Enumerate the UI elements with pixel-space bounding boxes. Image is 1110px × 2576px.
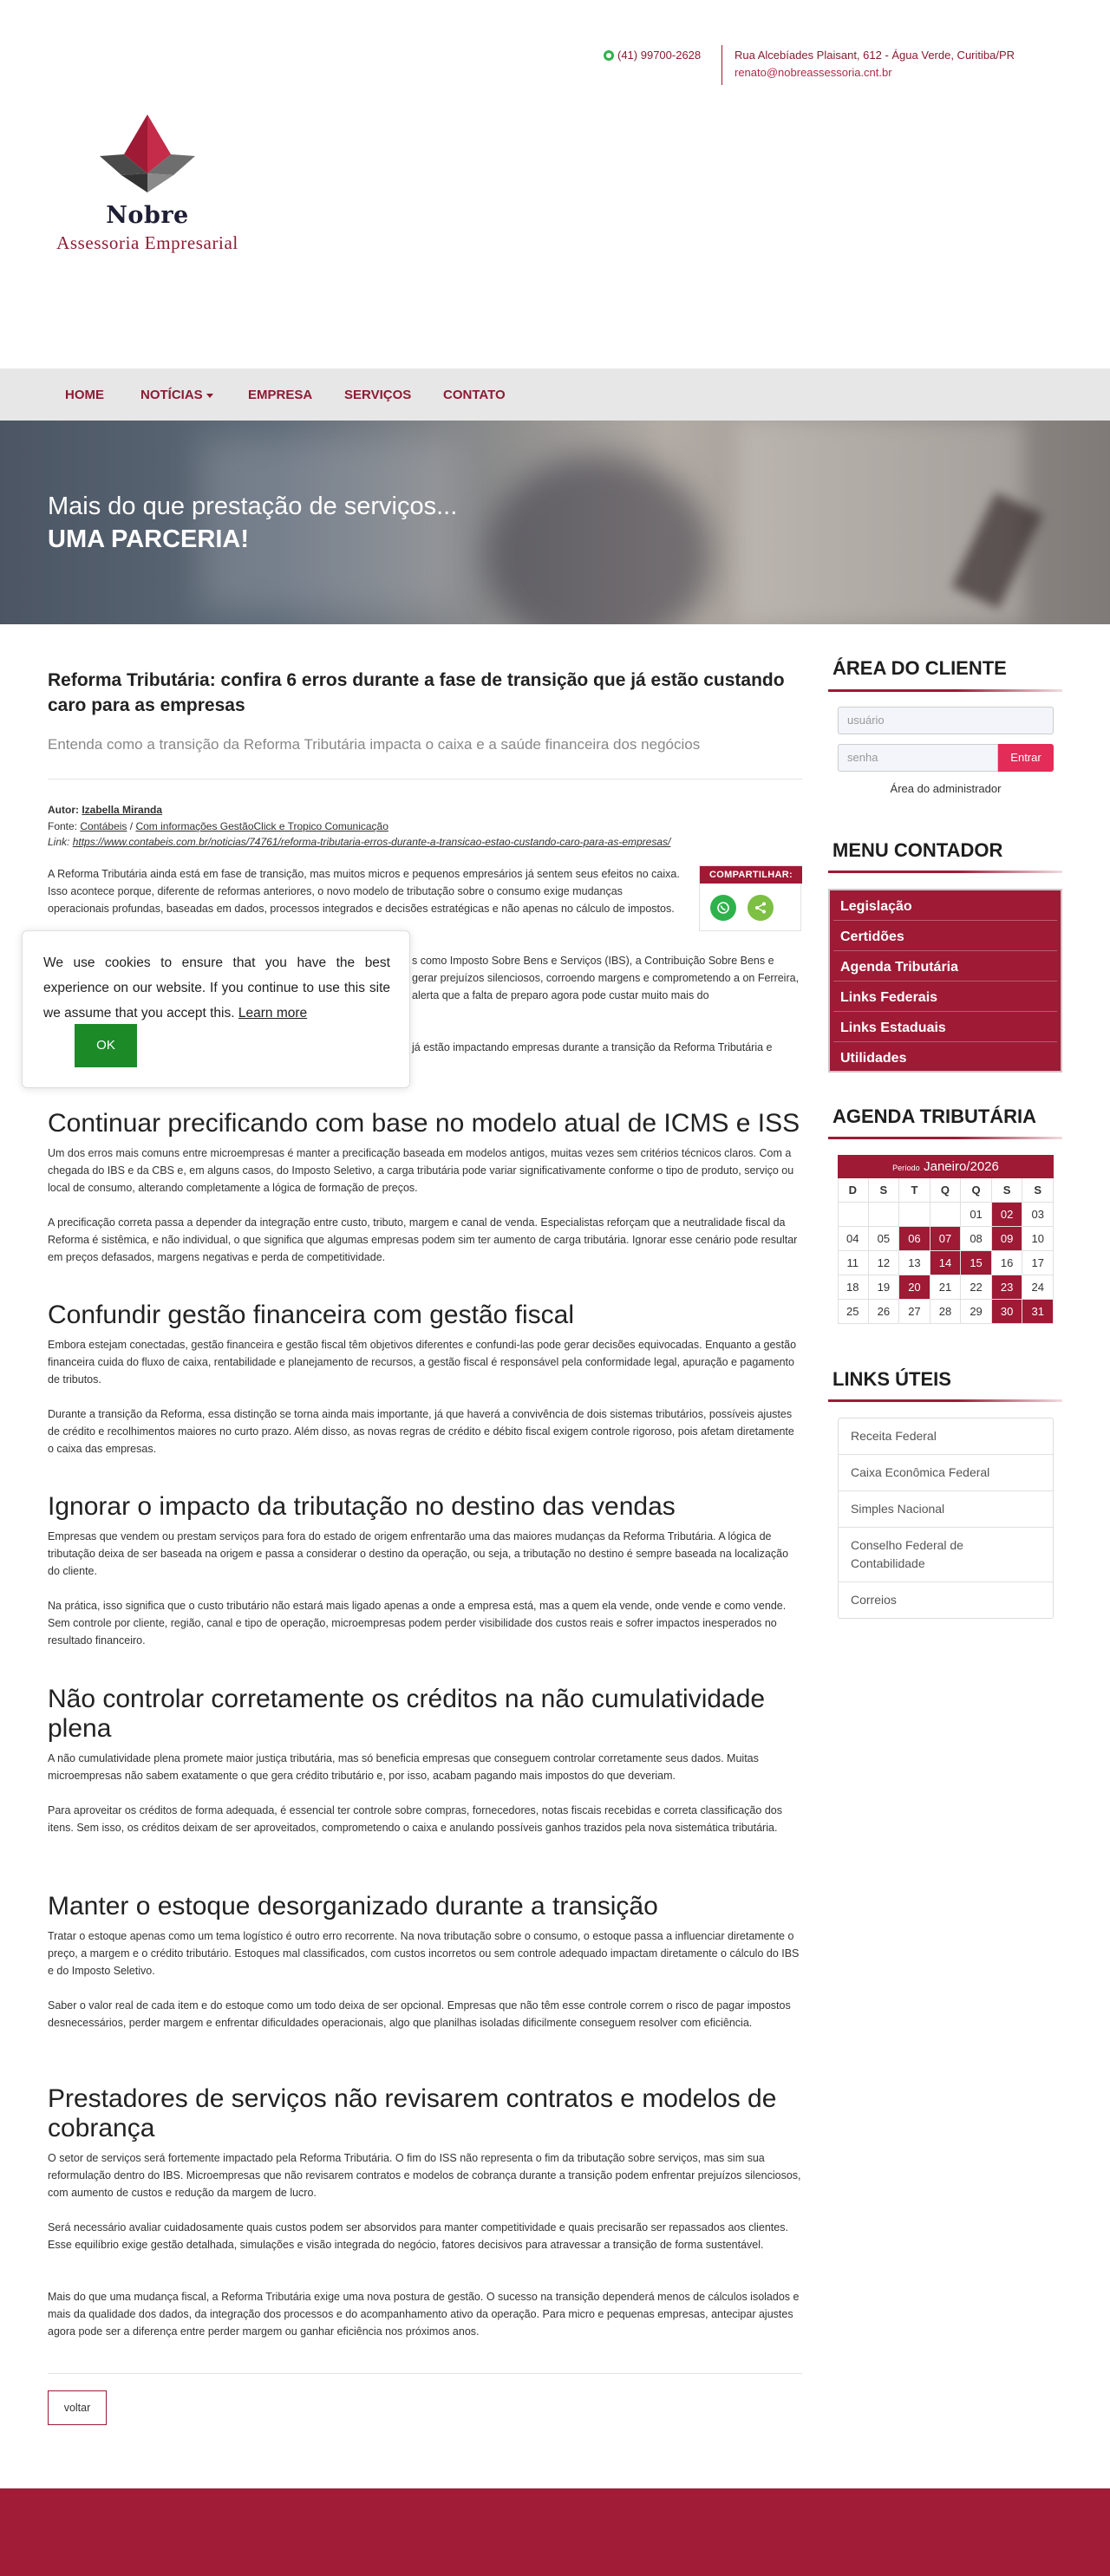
menu-item-certidoes[interactable]: Certidões bbox=[833, 923, 1057, 951]
calendar-day: 19 bbox=[869, 1275, 900, 1300]
footer bbox=[0, 2488, 1110, 2576]
link-cfc[interactable]: Conselho Federal de Contabilidade bbox=[839, 1528, 1053, 1582]
calendar-day: 13 bbox=[899, 1251, 930, 1275]
phone-number[interactable]: (41) 99700-2628 bbox=[617, 49, 702, 62]
section-paragraph: Empresas que vendem ou prestam serviços para fora do estado de origem enfrentarão uma das maiores mudanças da Reforma Tributária. A lógica de tributação deixa de ser baseada na origem e passa a considerar o destino da operação, ou seja, a tributação no destino é sempre baseada na localização do cliente. bbox=[48, 1530, 789, 1577]
share-icon bbox=[754, 901, 767, 915]
weekday-label: T bbox=[899, 1178, 930, 1203]
caret-down-icon bbox=[206, 394, 213, 398]
section-paragraph: Durante a transição da Reforma, essa distinção se torna ainda mais importante, já que haverá a convivência de dois sistemas tributários, possíveis ajustes de crédito e recolhimentos maiores no curto prazo. Além disso, as novas regras de crédito e débito fiscal exigem controle rigoroso, pois afetam diretamente o caixa das empresas. bbox=[48, 1408, 794, 1455]
useful-links bbox=[838, 1418, 1054, 1619]
hero-background bbox=[486, 455, 711, 624]
menu-contador-title: MENU CONTADOR bbox=[832, 839, 1003, 861]
nav-servicos[interactable]: SERVIÇOS bbox=[344, 388, 412, 402]
link-caixa[interactable]: Caixa Econômica Federal bbox=[839, 1455, 1053, 1491]
weekday-label: Q bbox=[961, 1178, 992, 1203]
hero-background bbox=[199, 438, 460, 611]
author-line bbox=[48, 804, 162, 816]
section-paragraph: A precificação correta passa a depender da integração entre custo, tributo, margem e canal de venda. Especialistas reforçam que a neutralidade fiscal da Reforma é sistêmica, e não individual, o que significa que algumas empresas podem sim ter aumento de carga tributária. Ignorar esse cenário pode resultar em preços defasados, margens negativas e perda de competitividade. bbox=[48, 1216, 798, 1263]
section-paragraph: Embora estejam conectadas, gestão financeira e gestão fiscal têm objetivos diferentes e confundi-las pode gerar decisões equivocadas. Enquanto a gestão financeira cuida do fluxo de caixa, rentabilidade e planejamento de recursos, a gestão fiscal é responsável pela conformidade legal, apuração e pagamento de tributos. bbox=[48, 1339, 797, 1386]
calendar-day: 24 bbox=[1022, 1275, 1054, 1300]
hero-banner bbox=[0, 421, 1110, 624]
calendar-header bbox=[838, 1155, 1054, 1178]
section-paragraph: Será necessário avaliar cuidadosamente quais custos podem ser absorvidos para manter competitividade e quais precisarão ser repassados aos clientes. Esse equilíbrio exige gestão detalhada, simulações e visão integrada do negócio, fatores decisivos para atravessar a transição de forma sustentável. bbox=[48, 2221, 788, 2251]
share-button[interactable] bbox=[748, 895, 774, 921]
calendar-day[interactable]: 23 bbox=[992, 1275, 1023, 1300]
section-title: Confundir gestão financeira com gestão fiscal bbox=[48, 1301, 575, 1329]
section-title: Manter o estoque desorganizado durante a transição bbox=[48, 1892, 658, 1921]
section-title: Prestadores de serviços não revisarem contratos e modelos de cobrança bbox=[48, 2084, 777, 2142]
whatsapp-share-button[interactable] bbox=[710, 895, 736, 921]
author-label: Autor: bbox=[48, 804, 79, 816]
calendar-day: 05 bbox=[869, 1227, 900, 1251]
source-label: Fonte: bbox=[48, 820, 78, 832]
calendar-day[interactable]: 20 bbox=[899, 1275, 930, 1300]
share-label: COMPARTILHAR: bbox=[700, 866, 802, 884]
menu-item-links-federais[interactable]: Links Federais bbox=[833, 983, 1057, 1012]
calendar-day: 17 bbox=[1022, 1251, 1054, 1275]
share-box bbox=[699, 865, 801, 931]
menu-item-agenda[interactable]: Agenda Tributária bbox=[833, 953, 1057, 981]
nav-noticias[interactable] bbox=[140, 388, 213, 402]
login-button[interactable]: Entrar bbox=[998, 744, 1054, 772]
section-title: Não controlar corretamente os créditos na não cumulatividade plena bbox=[48, 1685, 766, 1743]
cookie-ok-button[interactable]: OK bbox=[75, 1024, 137, 1067]
title-underline bbox=[828, 689, 1062, 692]
link-correios[interactable]: Correios bbox=[851, 1593, 897, 1607]
calendar-day[interactable]: 02 bbox=[992, 1203, 1023, 1227]
source-url[interactable]: https://www.contabeis.com.br/noticias/74761/reforma-tributaria-erros-durante-a-transicao-estao-custando-caro-para-as-empresas/ bbox=[72, 836, 671, 848]
source-line bbox=[48, 820, 388, 832]
calendar-day: 26 bbox=[869, 1300, 900, 1324]
nav-contato[interactable]: CONTATO bbox=[443, 388, 506, 402]
calendar-day: 21 bbox=[930, 1275, 962, 1300]
cookie-text bbox=[43, 950, 390, 1026]
calendar-day: 29 bbox=[961, 1300, 992, 1324]
calendar-day: 28 bbox=[930, 1300, 962, 1324]
section-title: Ignorar o impacto da tributação no destino das vendas bbox=[48, 1492, 676, 1521]
intro-paragraph-2: s como Imposto Sobre Bens e Serviços (IBS), a Contribuição Sobre Bens e gerar prejuízos silenciosos, corroendo margens e comprometendo a on Ferreira, alerta que a falta de preparo agora pode custar muito mais do bbox=[412, 955, 800, 1001]
calendar-empty-cell bbox=[838, 1203, 869, 1227]
title-underline bbox=[828, 1137, 1062, 1139]
calendar-day: 11 bbox=[838, 1251, 869, 1275]
source-separator: / bbox=[127, 820, 136, 832]
title-underline bbox=[828, 1399, 1062, 1402]
calendar-day: 16 bbox=[992, 1251, 1023, 1275]
section-paragraph: Um dos erros mais comuns entre microempresas é manter a precificação baseada em modelos antigos, muitas vezes sem critérios técnicos claros. Com a chegada do IBS e da CBS e, em alguns casos, do Imposto Seletivo, a carga tributária pode variar significativamente conforme o tipo de produto, serviço ou local de consumo, alterando completamente a lógica de formação de preços. bbox=[48, 1147, 794, 1194]
logo-name: Nobre bbox=[106, 202, 189, 229]
password-input[interactable]: senha bbox=[838, 744, 998, 772]
link-simples-nacional[interactable]: Simples Nacional bbox=[839, 1491, 1053, 1528]
admin-area-link[interactable]: Área do administrador bbox=[890, 782, 1002, 795]
link-receita-federal[interactable]: Receita Federal bbox=[839, 1418, 1053, 1455]
section-paragraph: A não cumulatividade plena promete maior justiça tributária, mas só beneficia empresas que conseguem controlar corretamente seus dados. Muitas microempresas não sabem exatamente o que gera crédito tributário e, por isso, acabam pagando mais impostos do que deveriam. bbox=[48, 1752, 759, 1782]
calendar-day: 18 bbox=[838, 1275, 869, 1300]
weekday-label: D bbox=[838, 1178, 869, 1203]
back-button[interactable]: voltar bbox=[48, 2390, 107, 2425]
link-line bbox=[48, 836, 670, 848]
whatsapp-icon bbox=[604, 50, 614, 61]
address: Rua Alcebíades Plaisant, 612 - Água Verde, Curitiba/PR bbox=[735, 49, 1015, 62]
nav-empresa[interactable]: EMPRESA bbox=[248, 388, 313, 402]
calendar-day: 22 bbox=[961, 1275, 992, 1300]
weekday-label: S bbox=[1022, 1178, 1054, 1203]
calendar-day[interactable]: 07 bbox=[930, 1227, 962, 1251]
section-title: Continuar precificando com base no modelo atual de ICMS e ISS bbox=[48, 1109, 800, 1138]
source-link-credits[interactable]: Com informações GestãoClick e Tropico Comunicação bbox=[135, 820, 388, 832]
section-paragraph: Tratar o estoque apenas como um tema logístico é outro erro recorrente. Na nova tributação sobre o consumo, o estoque passa a influenciar diretamente o preço, a margem e o crédito tributário. Estoques mal classificados, com custos incorretos ou sem controle adequado impactam diretamente o cálculo do IBS e do Imposto Seletivo. bbox=[48, 1930, 800, 1977]
menu-contador bbox=[828, 889, 1062, 1073]
section-paragraph: Na prática, isso significa que o custo tributário não estará mais ligado apenas a onde a empresa está, mas a quem ela vende, onde vende e como vende. Sem controle por cliente, região, canal e tipo de operação, microempresas podem perder visibilidade dos custos reais e sofrer impactos inesperados no resultado financeiro. bbox=[48, 1600, 787, 1647]
calendar-day[interactable]: 15 bbox=[961, 1251, 992, 1275]
calendar-month[interactable]: Janeiro/2026 bbox=[924, 1159, 999, 1174]
calendar-day[interactable]: 30 bbox=[992, 1300, 1023, 1324]
main-nav bbox=[0, 368, 1110, 421]
section-paragraph: Saber o valor real de cada item e do estoque como um todo deixa de ser opcional. Empresas que não têm esse controle correm o risco de pagar impostos desnecessários, perder margem e enfrentar dificuldades operacionais, algo que planilhas isoladas dificilmente conseguem resolver com eficiência. bbox=[48, 1999, 791, 2029]
author-link[interactable]: Izabella Miranda bbox=[82, 804, 163, 816]
calendar-day[interactable]: 14 bbox=[930, 1251, 962, 1275]
weekday-label: S bbox=[992, 1178, 1023, 1203]
phone-contact[interactable] bbox=[604, 49, 701, 62]
source-link-contabeis[interactable]: Contábeis bbox=[80, 820, 127, 832]
section-paragraph: O setor de serviços será fortemente impactado pela Reforma Tributária. O fim do ISS não representa o fim da tributação sobre serviços, mas sim sua reformulação dentro do IBS. Microempresas que não revisarem contratos e modelos de cobrança durante a transição podem enfrentar prejuízos silenciosos, com aumento de custos e redução da margem de lucro. bbox=[48, 2152, 801, 2199]
logo-subtitle: Assessoria Empresarial bbox=[56, 232, 238, 253]
email-link[interactable]: renato@nobreassessoria.cnt.br bbox=[735, 66, 892, 79]
calendar-day: 03 bbox=[1022, 1203, 1054, 1227]
learn-more-link[interactable]: Learn more bbox=[238, 1006, 308, 1021]
menu-item-links-estaduais[interactable]: Links Estaduais bbox=[833, 1014, 1057, 1042]
calendar-day: 01 bbox=[961, 1203, 992, 1227]
cookie-message: We use cookies to ensure that you have the best experience on our website. If you continue to use this site we assume that you accept this. bbox=[43, 955, 390, 1021]
title-underline bbox=[828, 871, 1062, 873]
period-label: Período bbox=[892, 1164, 920, 1172]
header bbox=[0, 0, 1110, 368]
username-input[interactable]: usuário bbox=[838, 707, 1054, 734]
section-paragraph: Para aproveitar os créditos de forma adequada, é essencial ter controle sobre compras, fornecedores, notas fiscais recebidas e correta classificação dos itens. Sem isso, os créditos deixam de ser aproveitados, comprometendo o caixa e anulando possíveis ganhos trazidos pela nova sistemática tributária. bbox=[48, 1804, 782, 1834]
calendar-day[interactable]: 06 bbox=[899, 1227, 930, 1251]
intro-paragraph: A Reforma Tributária ainda está em fase de transição, mas muitos micros e pequenos empresários já sentem seus efeitos no caixa. Isso acontece porque, diferente de reformas anteriores, o novo modelo de tributação sobre o consumo exige mudanças operacionais profundas, baseadas em dados, processos integrados e decisões estratégicas e não apenas no cálculo de impostos. bbox=[48, 868, 680, 915]
calendar-day: 27 bbox=[899, 1300, 930, 1324]
calendar-day: 12 bbox=[869, 1251, 900, 1275]
weekday-label: S bbox=[869, 1178, 900, 1203]
calendar-day: 10 bbox=[1022, 1227, 1054, 1251]
whatsapp-icon bbox=[716, 901, 730, 915]
article-title: Reforma Tributária: confira 6 erros durante a fase de transição que já estão custando caro para as empresas bbox=[48, 670, 785, 715]
link-label: Link: bbox=[48, 836, 70, 848]
nav-home[interactable]: HOME bbox=[65, 388, 104, 402]
calendar-day: 25 bbox=[838, 1300, 869, 1324]
client-area-title: ÁREA DO CLIENTE bbox=[832, 657, 1007, 679]
menu-item-legislacao[interactable]: Legislação bbox=[833, 892, 1057, 921]
calendar-day: 08 bbox=[961, 1227, 992, 1251]
calendar-day: 04 bbox=[838, 1227, 869, 1251]
agenda-title: AGENDA TRIBUTÁRIA bbox=[832, 1105, 1037, 1127]
calendar-day[interactable]: 09 bbox=[992, 1227, 1023, 1251]
links-uteis-title: LINKS ÚTEIS bbox=[832, 1368, 951, 1390]
section-paragraph: Mais do que uma mudança fiscal, a Reforma Tributária exige uma nova postura de gestão. O sucesso na transição dependerá menos de cálculos isolados e mais da qualidade dos dados, da integração dos processos e do acompanhamento ativo da operação. Para micro e pequenas empresas, antecipar ajustes agora pode ser a diferença entre perder margem ou ganhar eficiência nos próximos anos. bbox=[48, 2291, 800, 2338]
weekday-label: Q bbox=[930, 1178, 962, 1203]
hero-tagline: Mais do que prestação de serviços... bbox=[48, 492, 458, 520]
menu-item-utilidades[interactable]: Utilidades bbox=[840, 1051, 907, 1066]
article-subtitle: Entenda como a transição da Reforma Tributária impacta o caixa e a saúde financeira dos negócios bbox=[48, 736, 701, 753]
cookie-banner bbox=[22, 930, 410, 1088]
calendar-day[interactable]: 31 bbox=[1022, 1300, 1054, 1324]
divider bbox=[48, 2373, 802, 2374]
calendar-empty-cell bbox=[869, 1203, 900, 1227]
calendar-empty-cell bbox=[930, 1203, 962, 1227]
nav-noticias-label: NOTÍCIAS bbox=[140, 388, 203, 402]
intro-paragraph-3: já estão impactando empresas durante a transição da Reforma Tributária e bbox=[412, 1041, 773, 1053]
hero-headline: UMA PARCERIA! bbox=[48, 525, 249, 553]
calendar-empty-cell bbox=[899, 1203, 930, 1227]
